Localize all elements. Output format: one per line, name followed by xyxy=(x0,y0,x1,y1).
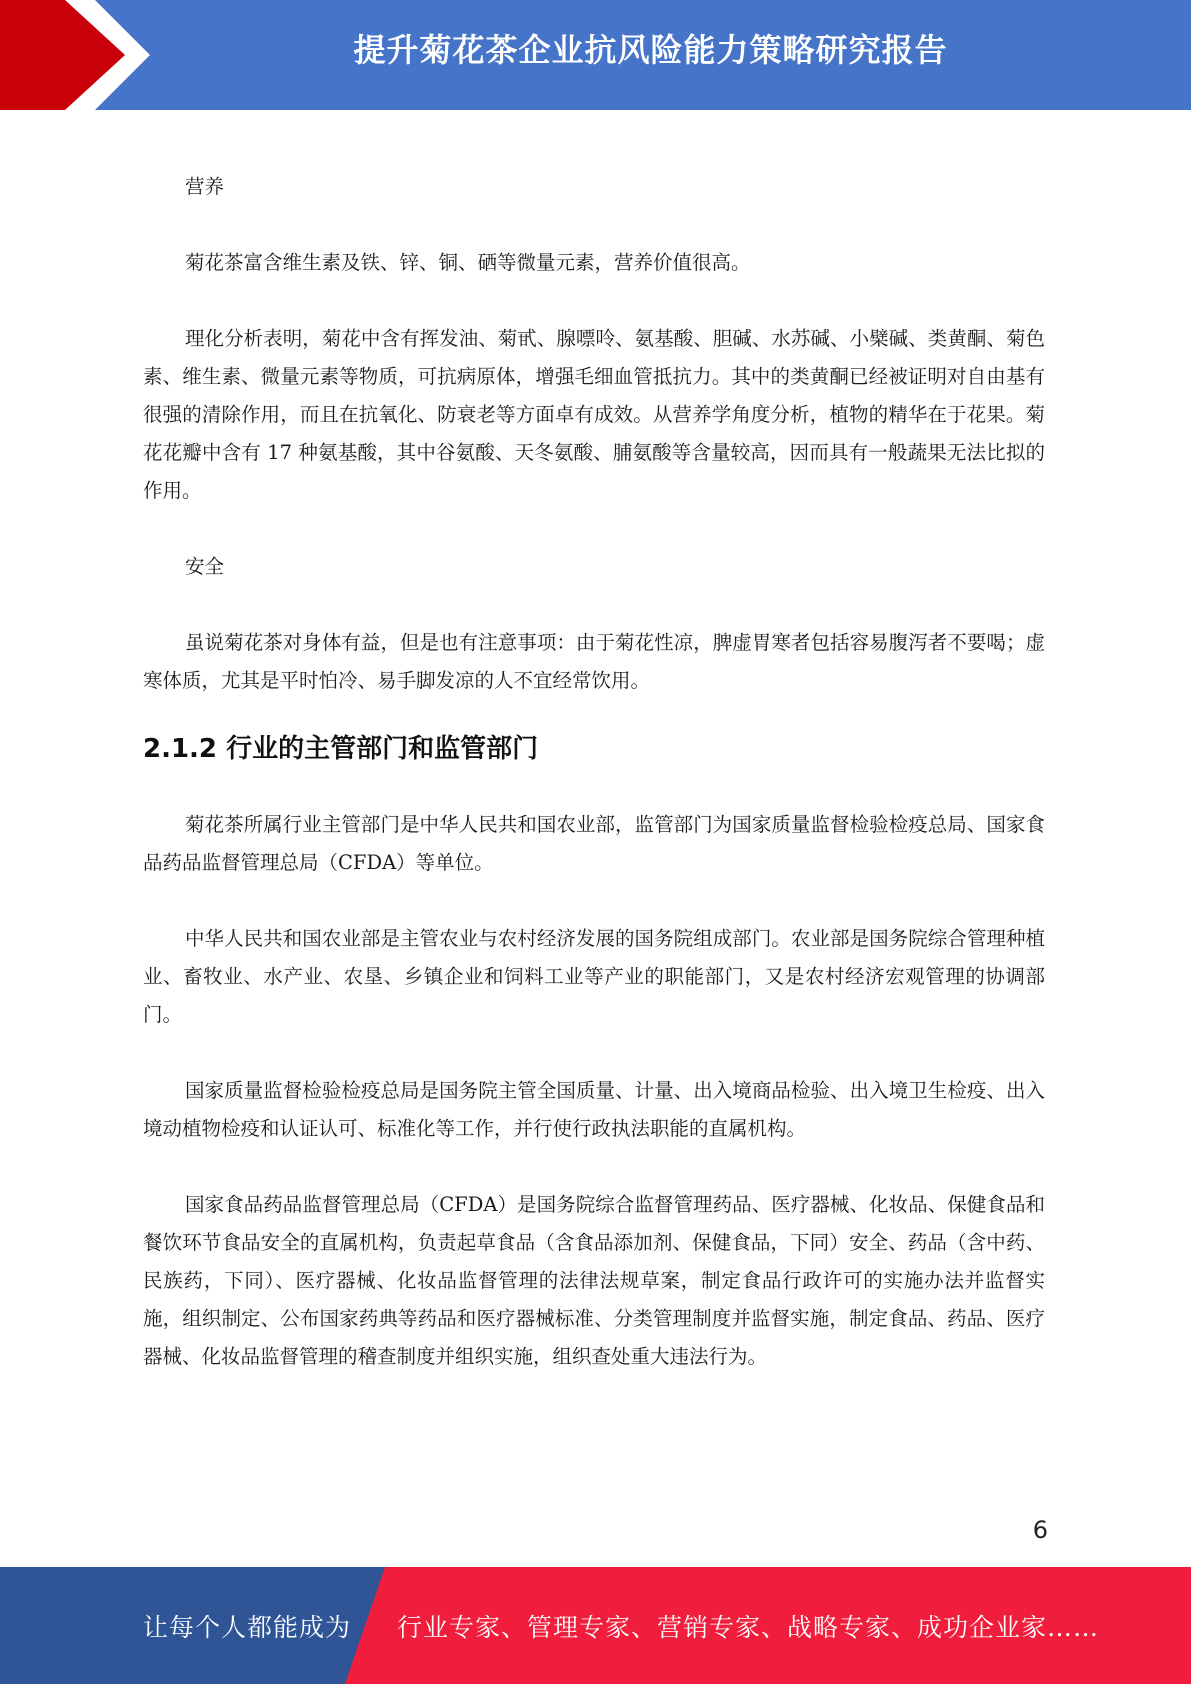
paragraph-safety-notes: 虽说菊花茶对身体有益，但是也有注意事项：由于菊花性凉，脾虚胃寒者包括容易腹泻者不要喝；虚寒体质，尤其是平时怕冷、易手脚发凉的人不宜经常饮用。 xyxy=(143,631,1045,692)
page-footer xyxy=(0,1567,1191,1684)
report-title: 提升菊花茶企业抗风险能力策略研究报告 xyxy=(353,31,948,69)
paragraph-cfda: 国家食品药品监督管理总局（CFDA）是国务院综合监督管理药品、医疗器械、化妆品、保健食品和餐饮环节食品安全的直属机构，负责起草食品（含食品添加剂、保健食品，下同）安全、药品（含中药、民族药，下同）、医疗器械、化妆品监督管理的法律法规草案，制定食品行政许可的实施办法并监督实施，组织制定、公布国家药典等药品和医疗器械标准、分类管理制度并监督实施，制定食品、药品、医疗器械、化妆品监督管理的稽查制度并组织实施，组织查处重大违法行为。 xyxy=(143,1193,1045,1368)
nutrition-label: 营养 xyxy=(185,175,225,198)
document-body xyxy=(143,168,1045,1376)
paragraph-departments: 菊花茶所属行业主管部门是中华人民共和国农业部，监管部门为国家质量监督检验检疫总局、国家食品药品监督管理总局（CFDA）等单位。 xyxy=(143,813,1045,874)
page-number: 6 xyxy=(1032,1516,1048,1544)
paragraph-nutrition-summary: 菊花茶富含维生素及铁、锌、铜、硒等微量元素，营养价值很高。 xyxy=(185,251,751,274)
footer-slogan-right: 行业专家、管理专家、营销专家、战略专家、成功企业家…… xyxy=(397,1613,1100,1642)
paragraph-ministry-agriculture: 中华人民共和国农业部是主管农业与农村经济发展的国务院组成部门。农业部是国务院综合管理种植业、畜牧业、水产业、农垦、乡镇企业和饲料工业等产业的职能部门，又是农村经济宏观管理的协调部门。 xyxy=(143,927,1045,1026)
paragraph-quality-supervision: 国家质量监督检验检疫总局是国务院主管全国质量、计量、出入境商品检验、出入境卫生检疫、出入境动植物检疫和认证认可、标准化等工作，并行使行政执法职能的直属机构。 xyxy=(143,1079,1045,1140)
safety-label: 安全 xyxy=(185,555,225,578)
footer-slogan-left: 让每个人都能成为 xyxy=(143,1613,352,1642)
section-heading: 2.1.2 行业的主管部门和监管部门 xyxy=(143,734,539,764)
page-header xyxy=(0,0,1191,110)
paragraph-chemical-analysis: 理化分析表明，菊花中含有挥发油、菊甙、腺嘌呤、氨基酸、胆碱、水苏碱、小檗碱、类黄酮、菊色素、维生素、微量元素等物质，可抗病原体，增强毛细血管抵抗力。其中的类黄酮已经被证明对自由基有很强的清除作用，而且在抗氧化、防衰老等方面卓有成效。从营养学角度分析，植物的精华在于花果。菊花花瓣中含有 17 种氨基酸，其中谷氨酸、天冬氨酸、脯氨酸等含量较高，因而具有一般蔬果无法比拟的作用。 xyxy=(143,327,1045,502)
